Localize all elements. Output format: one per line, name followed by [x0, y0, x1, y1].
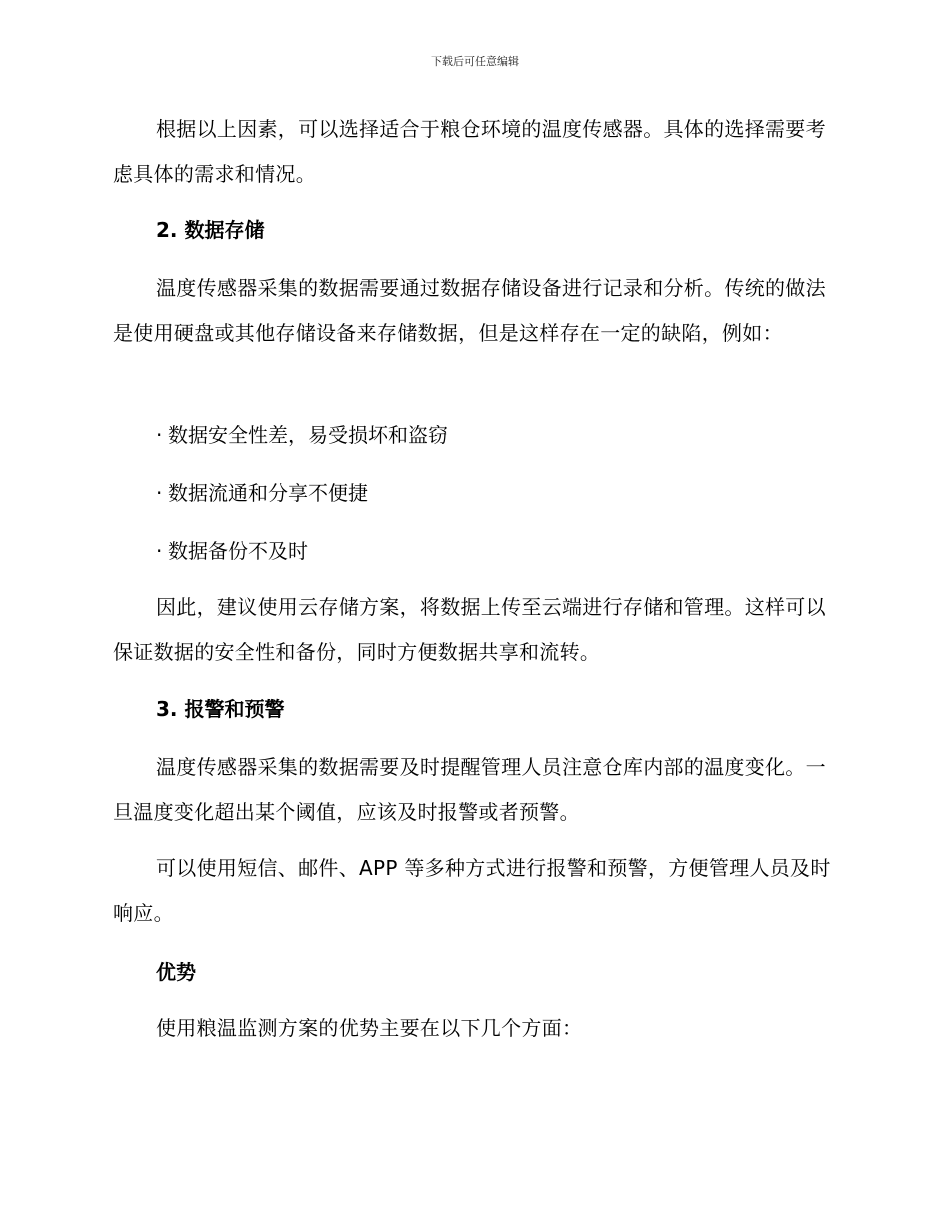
bullet-marker: · [156, 539, 163, 563]
section-heading-data-storage: 2. 数据存储 [156, 218, 265, 242]
list-item-text: 数据备份不及时 [168, 539, 308, 563]
paragraph-data-storage: 温度传感器采集的数据需要通过数据存储设备进行记录和分析。传统的做法是使用硬盘或其他存储设备来存储数据，但是这样存在一定的缺陷，例如： [113, 276, 826, 345]
paragraph-advantages-intro: 使用粮温监测方案的优势主要在以下几个方面： [156, 1016, 583, 1040]
list-item-text: 数据流通和分享不便捷 [168, 481, 368, 505]
paragraph-sensor-selection: 根据以上因素，可以选择适合于粮仓环境的温度传感器。具体的选择需要考虑具体的需求和情况。 [113, 117, 826, 186]
paragraph-cloud-storage: 因此，建议使用云存储方案，将数据上传至云端进行存储和管理。这样可以保证数据的安全性和备份，同时方便数据共享和流转。 [113, 595, 826, 664]
bullet-marker: · [156, 481, 163, 505]
list-item [156, 536, 308, 566]
section-heading-alarm: 3. 报警和预警 [156, 697, 285, 721]
paragraph-alarm-notice: 温度传感器采集的数据需要及时提醒管理人员注意仓库内部的温度变化。一旦温度变化超出某个阈值，应该及时报警或者预警。 [113, 755, 826, 824]
page-header: 下载后可任意编辑 [431, 55, 519, 68]
bullet-marker: · [156, 423, 163, 447]
list-item [156, 420, 448, 450]
list-item-text: 数据安全性差，易受损坏和盗窃 [168, 423, 448, 447]
section-heading-advantages: 优势 [156, 960, 196, 984]
paragraph-alarm-methods: 可以使用短信、邮件、APP 等多种方式进行报警和预警，方便管理人员及时响应。 [113, 856, 831, 925]
list-item [156, 478, 368, 508]
